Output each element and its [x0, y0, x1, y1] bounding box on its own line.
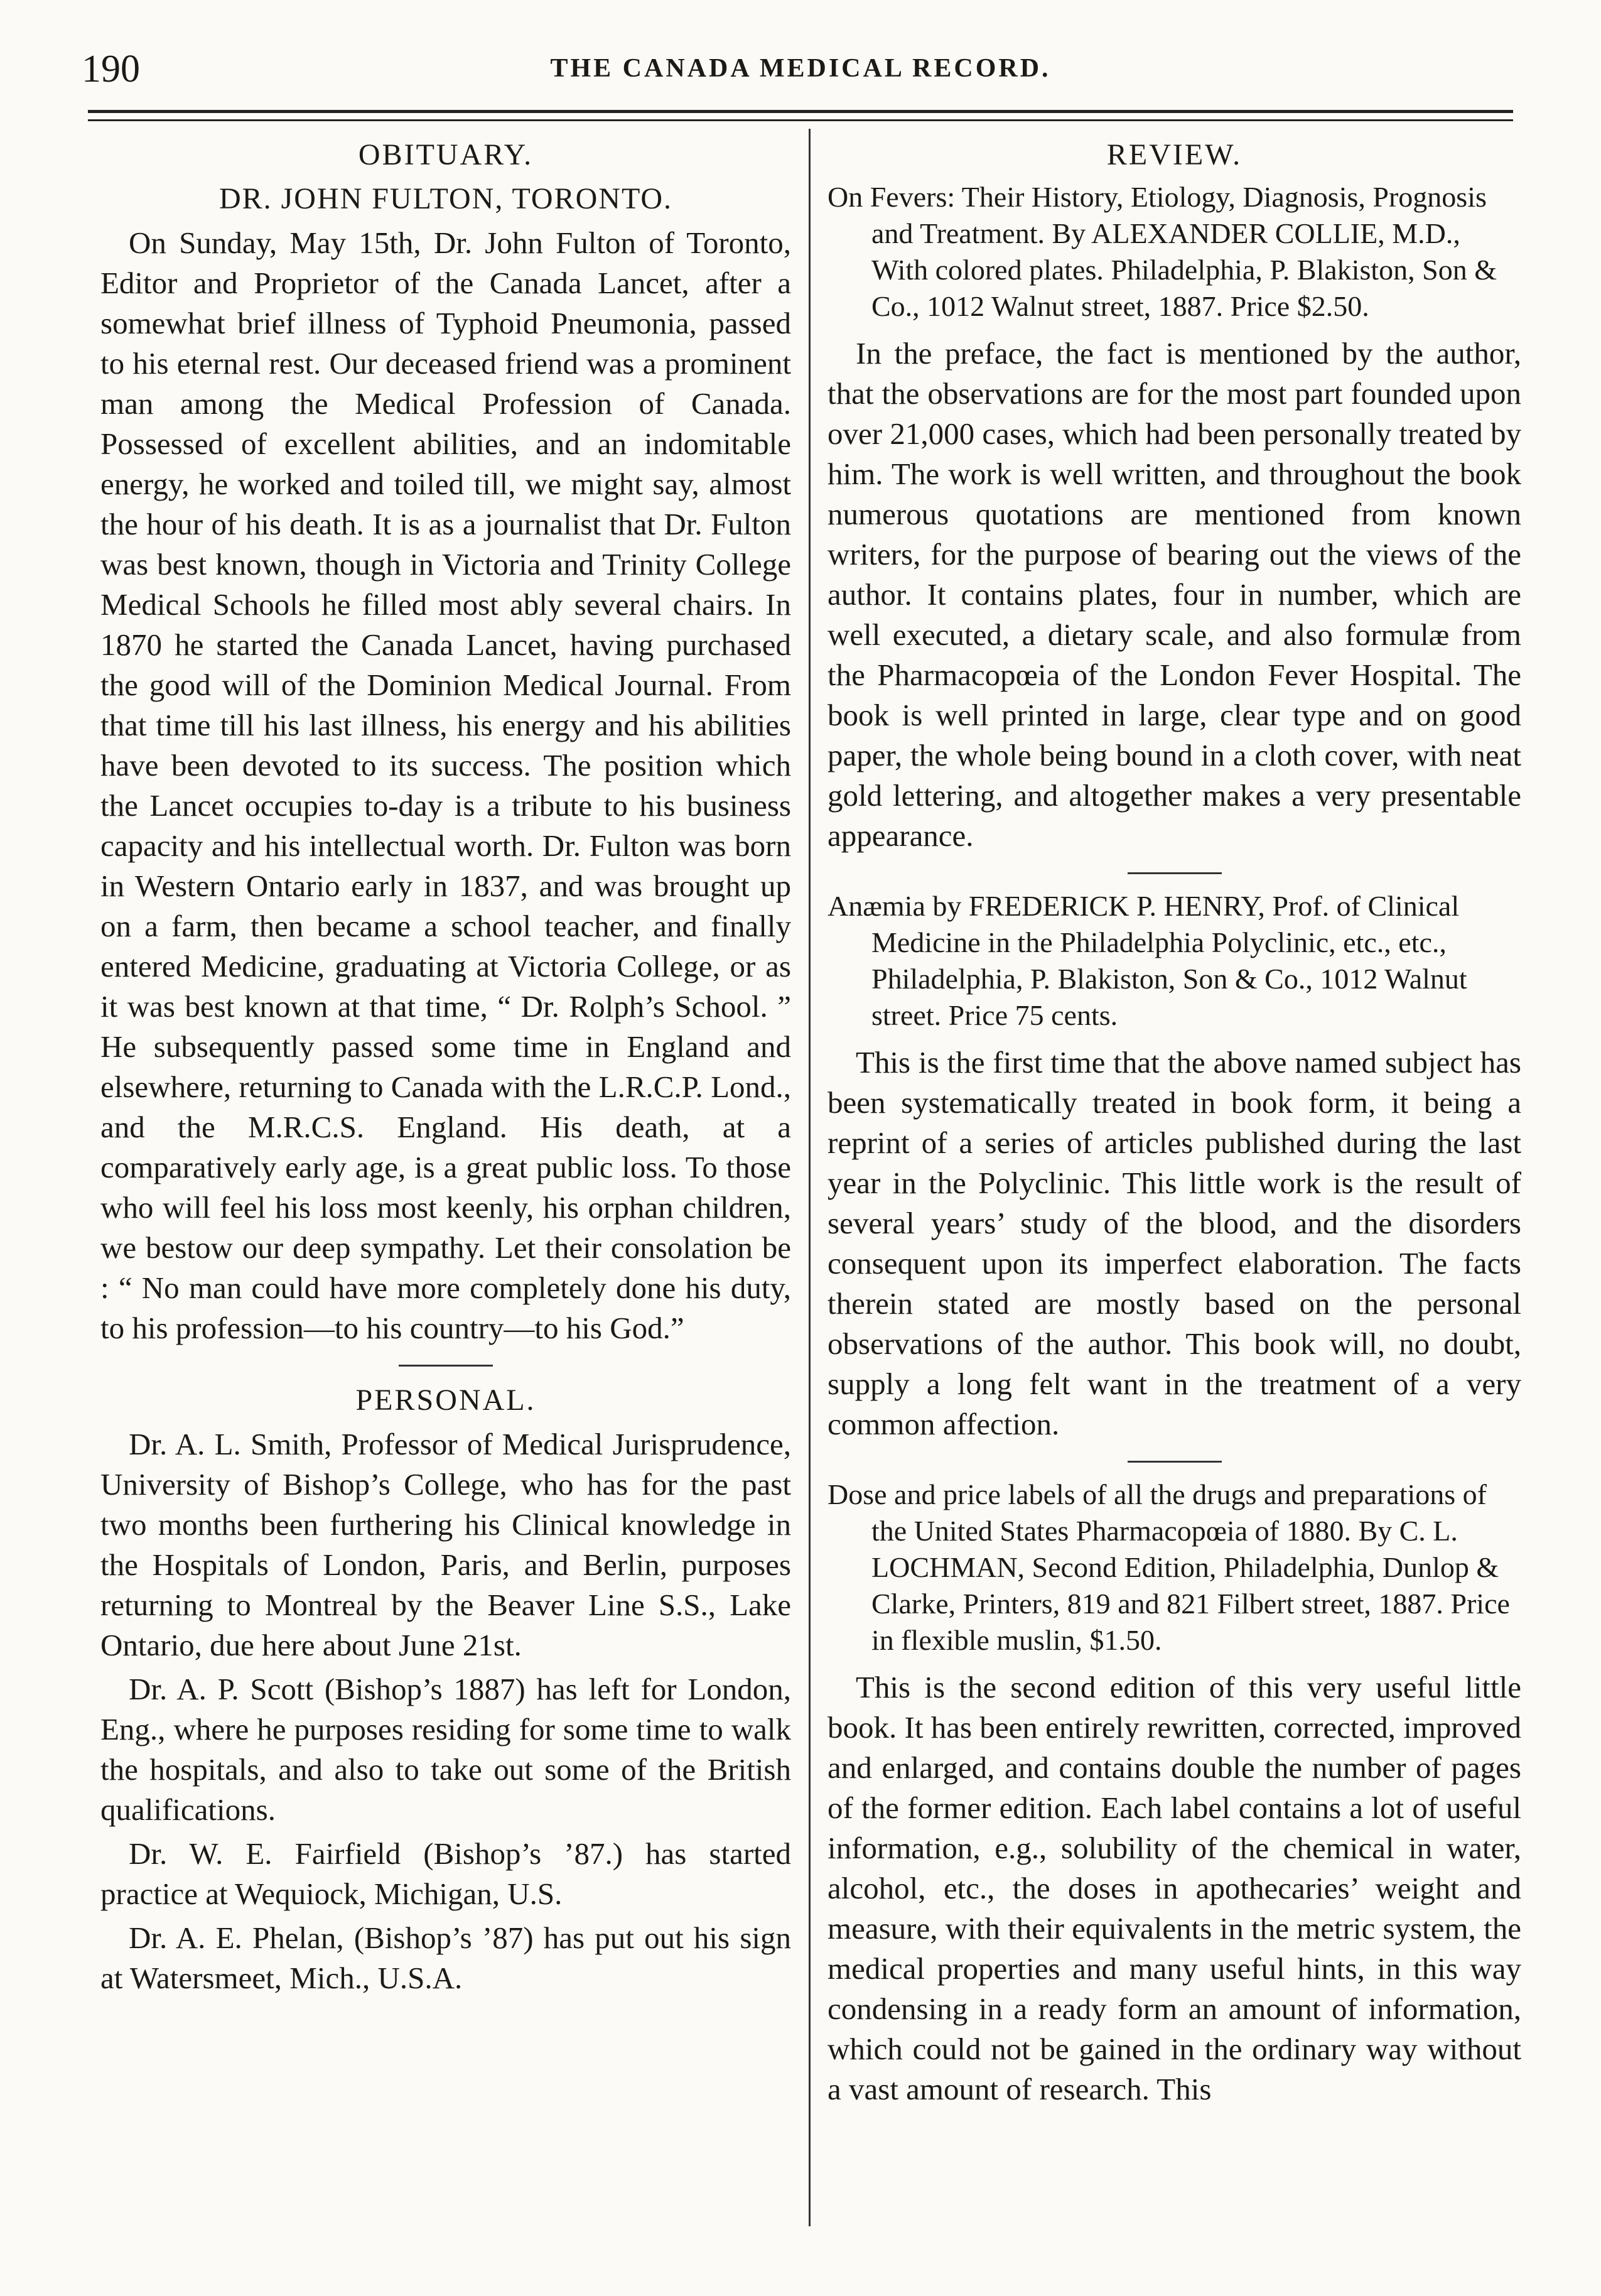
section-separator: [1128, 872, 1222, 874]
page-header: [82, 47, 1519, 91]
review-text: This is the first time that the above named subject has been systematically treated in book form, it being a reprint of a series of articles published during the last year in the Polyclinic. This little work is the result of several years’ study of the blood, and the disorders consequent upon its imperfect elaboration. The facts therein stated are mostly based on the personal observations of the author. This book will, no doubt, supply a long felt want in the treatment of a very common affection.: [827, 1045, 1521, 1441]
right-column: [827, 135, 1521, 2113]
running-title: THE CANADA MEDICAL RECORD.: [550, 54, 1051, 83]
personal-item: Dr. A. P. Scott (Bishop’s 1887) has left for London, Eng., where he purposes residing for some time to walk the hospitals, and also to take out some of the British qualifications.: [100, 1672, 791, 1827]
obituary-heading: OBITUARY.: [358, 138, 534, 171]
column-divider: [809, 129, 811, 2226]
section-separator: [1128, 1461, 1222, 1463]
left-column: [100, 135, 791, 2002]
page-number: 190: [82, 48, 140, 90]
personal-item: Dr. W. E. Fairfield (Bishop’s ’87.) has started practice at Wequiock, Michigan, U.S.: [100, 1836, 791, 1911]
review-citation: On Fevers: Their History, Etiology, Diagnosis, Prognosis and Treatment. By ALEXANDER COLLIE, M.D., With colored plates. Philadelphia, P. Blakiston, Son & Co., 1012 Walnut street, 1887. Price $2.50.: [827, 181, 1497, 322]
personal-heading: PERSONAL.: [355, 1384, 536, 1417]
personal-item: Dr. A. E. Phelan, (Bishop’s ’87) has put out his sign at Watersmeet, Mich., U.S.A.: [100, 1920, 791, 1995]
review-heading: REVIEW.: [1106, 138, 1243, 171]
review-text: This is the second edition of this very useful little book. It has been entirely rewritten, corrected, improved and enlarged, and contains double the number of pages of the former edition. Each label contains a lot of useful information, e.g., solubility of the chemical in water, alcohol, etc., the doses in apothecaries’ weight and measure, with their equivalents in the metric system, the medical properties and many useful hints, in this way condensing in a ready form an amount of information, which could not be gained in the ordinary way without a vast amount of research. This: [827, 1670, 1521, 2106]
obituary-subheading: DR. JOHN FULTON, TORONTO.: [218, 182, 673, 215]
obituary-text: On Sunday, May 15th, Dr. John Fulton of Toronto, Editor and Proprietor of the Canada Lancet, after a somewhat brief illness of Typhoid Pneumonia, passed to his eternal rest. Our deceased friend was a prominent man among the Medical Profession of Canada. Possessed of excellent abilities, and an indomitable energy, he worked and toiled till, we might say, almost the hour of his death. It is as a journalist that Dr. Fulton was best known, though in Victoria and Trinity College Medical Schools he filled most ably several chairs. In 1870 he started the Canada Lancet, having purchased the good will of the Dominion Medical Journal. From that time till his last illness, his energy and his abilities have been devoted to its success. The position which the Lancet occupies to-day is a tribute to his business capacity and his intellectual worth. Dr. Fulton was born in Western Ontario early in 1837, and was brought up on a farm, then became a school teacher, and finally entered Medicine, graduating at Victoria College, or as it was best known at that time, “ Dr. Rolph’s School. ” He subsequently passed some time in England and elsewhere, returning to Canada with the L.R.C.P. Lond., and the M.R.C.S. England. His death, at a comparatively early age, is a great public loss. To those who will feel his loss most keenly, his orphan children, we bestow our deep sympathy. Let their consolation be : “ No man could have more completely done his duty, to his profession—to his country—to his God.”: [100, 225, 791, 1345]
review-citation: Dose and price labels of all the drugs and preparations of the United States Pharmacopœia of 1880. By C. L. LOCHMAN, Second Edition, Philadelphia, Dunlop & Clarke, Printers, 819 and 821 Filbert street, 1887. Price in flexible muslin, $1.50.: [827, 1478, 1510, 1656]
review-citation: Anæmia by FREDERICK P. HENRY, Prof. of Clinical Medicine in the Philadelphia Polyclinic, etc., etc., Philadelphia, P. Blakiston, Son & Co., 1012 Walnut street. Price 75 cents.: [827, 890, 1467, 1031]
header-rule-bottom: [88, 119, 1513, 121]
personal-item: Dr. A. L. Smith, Professor of Medical Jurisprudence, University of Bishop’s College, who has for the past two months been furthering his Clinical knowledge in the Hospitals of London, Paris, and Berlin, purposes returning to Montreal by the Beaver Line S.S., Lake Ontario, due here about June 21st.: [100, 1427, 791, 1662]
header-rule-top: [88, 110, 1513, 113]
review-text: In the preface, the fact is mentioned by the author, that the observations are for the most part founded upon over 21,000 cases, which had been personally treated by him. The work is well written, and throughout the book numerous quotations are mentioned from known writers, for the purpose of bearing out the views of the author. It contains plates, four in number, which are well executed, a dietary scale, and also formulæ from the Pharmacopœia of the London Fever Hospital. The book is well printed in large, clear type and on good paper, the whole being bound in a cloth cover, with neat gold lettering, and altogether makes a very presentable appearance.: [827, 336, 1521, 853]
section-separator: [399, 1365, 493, 1367]
